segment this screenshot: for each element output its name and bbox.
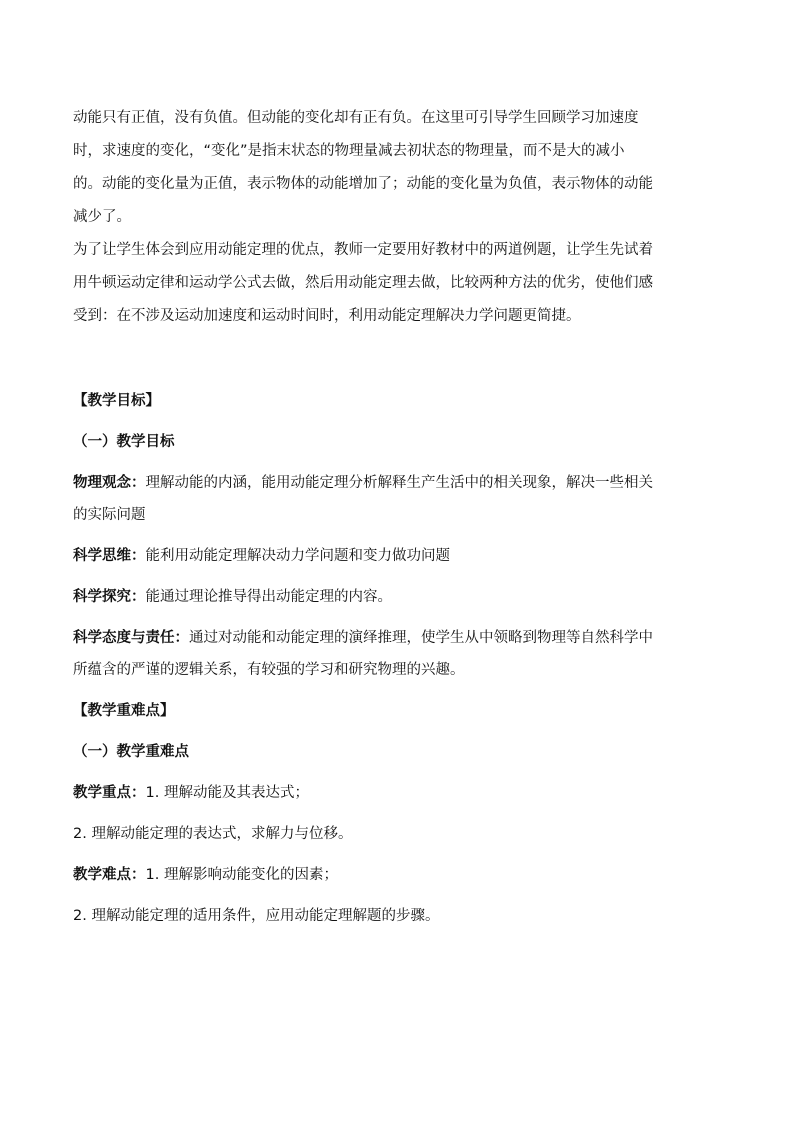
intro-line: 用牛顿运动定律和运动学公式去做，然后用动能定理去做，比较两种方法的优劣，使他们感 bbox=[73, 275, 653, 291]
objective-label: 物理观念： bbox=[73, 475, 146, 491]
focus-label: 教学重点： bbox=[73, 785, 146, 801]
intro-line: 受到：在不涉及运动加速度和运动时间时，利用动能定理解决力学问题更简捷。 bbox=[73, 308, 581, 324]
section-gap bbox=[73, 333, 725, 385]
intro-line: 的。动能的变化量为正值，表示物体的动能增加了；动能的变化量为负值，表示物体的动能 bbox=[73, 176, 653, 192]
objective-label: 科学态度与责任： bbox=[73, 630, 189, 646]
focus-text: 1. 理解动能及其表达式； bbox=[145, 785, 309, 801]
focus-line-2: 2. 理解动能定理的表达式，求解力与位移。 bbox=[73, 826, 353, 842]
objective-text: 能通过理论推导得出动能定理的内容。 bbox=[145, 589, 392, 605]
objective-text: 通过对动能和动能定理的演绎推理，使学生从中领略到物理等自然科学中 bbox=[189, 630, 653, 646]
keypoints-section bbox=[73, 695, 725, 932]
objective-item bbox=[73, 581, 725, 613]
keypoints-subheading: （一）教学重难点 bbox=[73, 744, 189, 760]
objective-item bbox=[73, 467, 725, 499]
intro-line: 时，求速度的变化，“变化”是指末状态的物理量减去初状态的物理量，而不是大的减小 bbox=[73, 143, 625, 159]
focus-item bbox=[73, 777, 725, 809]
objective-label: 科学探究： bbox=[73, 589, 146, 605]
objective-text: 能利用动能定理解决动力学问题和变力做功问题 bbox=[145, 548, 450, 564]
document-page bbox=[73, 102, 725, 932]
difficulty-line-2: 2. 理解动能定理的适用条件，应用动能定理解题的步骤。 bbox=[73, 908, 440, 924]
keypoints-heading: 【教学重难点】 bbox=[73, 703, 175, 719]
objectives-section bbox=[73, 385, 725, 686]
objectives-heading: 【教学目标】 bbox=[73, 393, 160, 409]
difficulty-item bbox=[73, 859, 725, 891]
objective-item bbox=[73, 540, 725, 572]
objective-continuation: 的实际问题 bbox=[73, 507, 146, 523]
objective-label: 科学思维： bbox=[73, 548, 146, 564]
intro-line: 减少了。 bbox=[73, 209, 131, 225]
objectives-subheading: （一）教学目标 bbox=[73, 434, 175, 450]
objective-text: 理解动能的内涵，能用动能定理分析解释生产生活中的相关现象，解决一些相关 bbox=[145, 475, 653, 491]
difficulty-label: 教学难点： bbox=[73, 867, 146, 883]
difficulty-text: 1. 理解影响动能变化的因素； bbox=[145, 867, 338, 883]
objective-item bbox=[73, 622, 725, 654]
objective-continuation: 所蕴含的严谨的逻辑关系，有较强的学习和研究物理的兴趣。 bbox=[73, 662, 465, 678]
intro-line: 动能只有正值，没有负值。但动能的变化却有正有负。在这里可引导学生回顾学习加速度 bbox=[73, 110, 639, 126]
intro-line: 为了让学生体会到应用动能定理的优点，教师一定要用好教材中的两道例题，让学生先试着 bbox=[73, 242, 653, 258]
intro-paragraphs bbox=[73, 102, 725, 333]
